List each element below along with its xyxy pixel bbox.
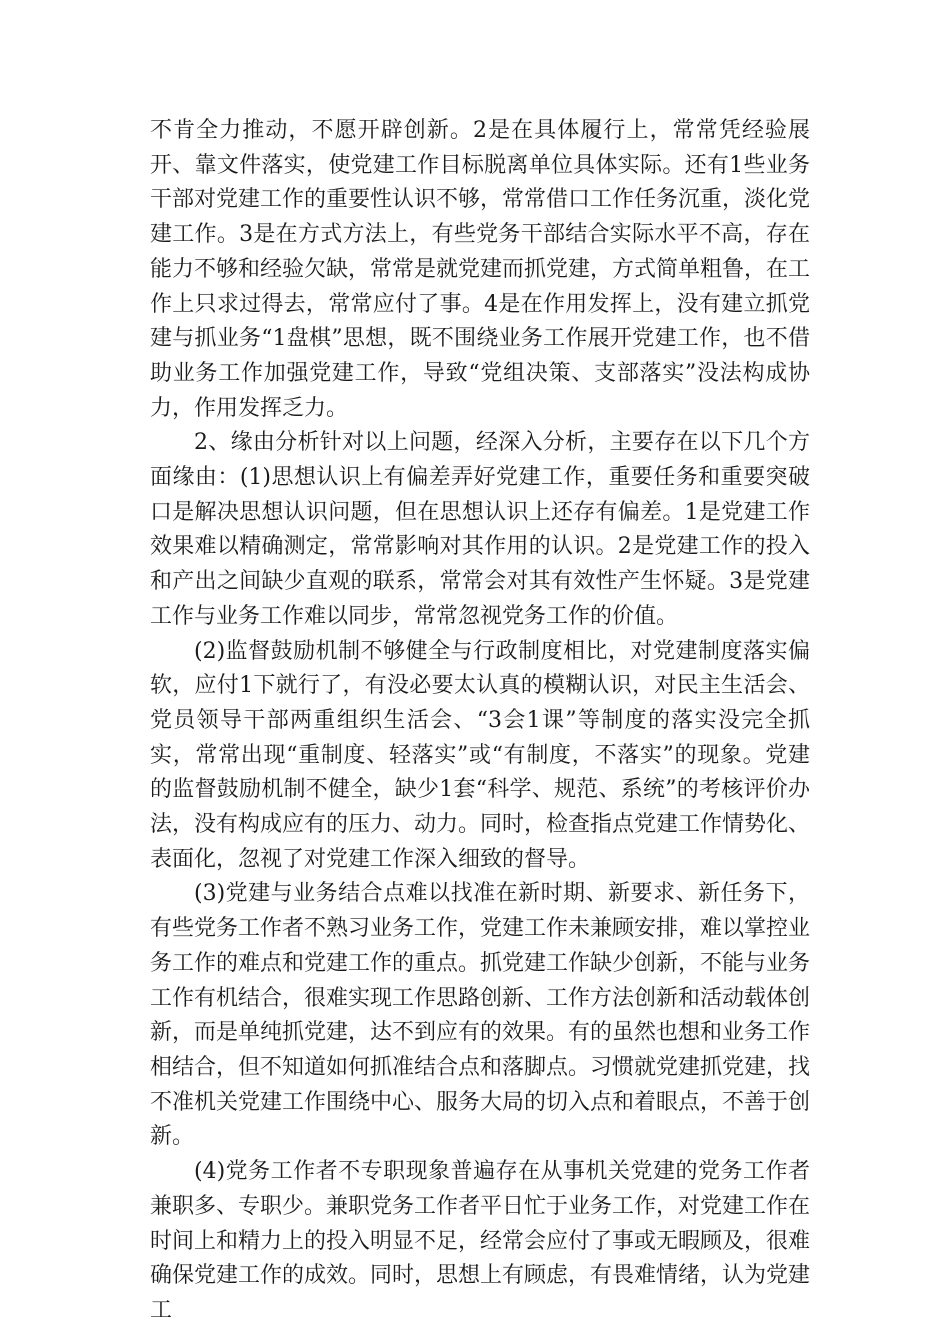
paragraph-cause-analysis: 2、缘由分析针对以上问题，经深入分析，主要存在以下几个方面缘由：(1)思想认识上有偏差弄好党建工作，重要任务和重要突破口是解决思想认识问题，但在思想认识上还存有偏差。1是党建工作效果难以精确测定，常常影响对其作用的认识。2是党建工作的投入和产出之间缺少直观的联系，常常会对其有效性产生怀疑。3是党建工作与业务工作难以同步，常常忽视党务工作的价值。 (150, 430, 810, 629)
paragraph-part-time-workers: (4)党务工作者不专职现象普遍存在从事机关党建的党务工作者兼职多、专职少。兼职党务工作者平日忙于业务工作，对党建工作在时间上和精力上的投入明显不足，经常会应付了事或无暇顾及，很难确保党建工作的成效。同时，思想上有顾虑，有畏难情绪，认为党建工 (150, 1159, 811, 1323)
document-body (150, 114, 810, 1329)
paragraph-business-integration: (3)党建与业务结合点难以找准在新时期、新要求、新任务下，有些党务工作者不熟习业务工作，党建工作未兼顾安排，难以掌控业务工作的难点和党建工作的重点。抓党建工作缺少创新，不能与业务工作有机结合，很难实现工作思路创新、工作方法创新和活动载体创新，而是单纯抓党建，达不到应有的效果。有的虽然也想和业务工作相结合，但不知道如何抓准结合点和落脚点。习惯就党建抓党建，找不准机关党建工作围绕中心、服务大局的切入点和着眼点，不善于创新。 (150, 881, 811, 1150)
paragraph-supervision-mechanism: (2)监督鼓励机制不够健全与行政制度相比，对党建制度落实偏软，应付1下就行了，有没必要太认真的模糊认识，对民主生活会、党员领导干部两重组织生活会、“3会1课”等制度的落实没完全抓实，常常出现“重制度、轻落实”或“有制度，不落实”的现象。党建的监督鼓励机制不健全，缺少1套“科学、规范、系统”的考核评价办法，没有构成应有的压力、动力。同时，检查指点党建工作情势化、表面化，忽视了对党建工作深入细致的督导。 (150, 638, 811, 872)
paragraph-1-continued: 不肯全力推动，不愿开辟创新。2是在具体履行上，常常凭经验展开、靠文件落实，使党建工作目标脱离单位具体实际。还有1些业务干部对党建工作的重要性认识不够，常常借口工作任务沉重，淡化党建工作。3是在方式方法上，有些党务干部结合实际水平不高，存在能力不够和经验欠缺，常常是就党建而抓党建，方式简单粗鲁，在工作上只求过得去，常常应付了事。4是在作用发挥上，没有建立抓党建与抓业务“1盘棋”思想，既不围绕业务工作展开党建工作，也不借助业务工作加强党建工作，导致“党组决策、支部落实”没法构成协力，作用发挥乏力。 (150, 118, 811, 421)
